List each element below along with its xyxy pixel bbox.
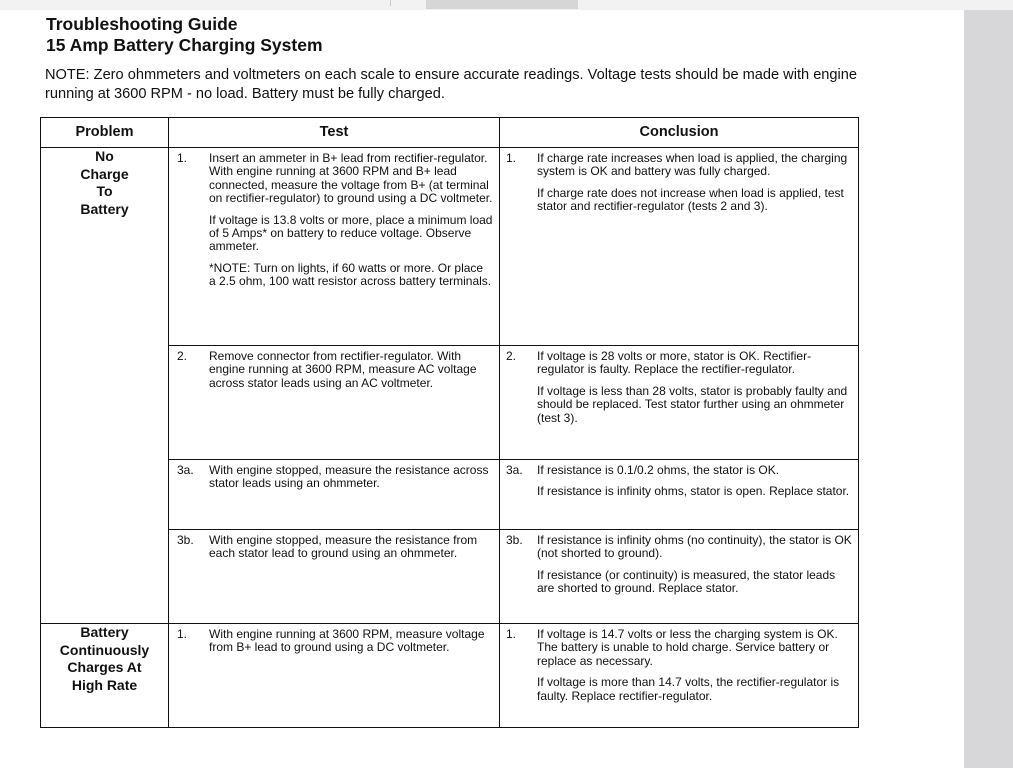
side-panel xyxy=(964,10,1013,768)
test-number: 3b. xyxy=(177,533,194,547)
conclusion-cell xyxy=(500,530,859,624)
problem-line: Continuously xyxy=(59,641,150,658)
table-row xyxy=(41,148,859,346)
problem-no-charge xyxy=(41,148,169,624)
note-text: NOTE: Zero ohmmeters and voltmeters on each scale to ensure accurate readings. Voltage tests should be made with engine running at 3600 RPM - no load. Battery must be fully charged. xyxy=(45,67,858,102)
conclusion-number: 3b. xyxy=(506,533,523,547)
document-title: Troubleshooting Guide xyxy=(46,14,238,34)
conclusion-text: If charge rate increases when load is applied, the charging system is OK and battery was fully charged. xyxy=(537,151,848,179)
toolbar-tab[interactable] xyxy=(426,0,578,9)
toolbar-divider xyxy=(390,0,391,6)
conclusion-cell xyxy=(500,624,859,728)
problem-line: Battery xyxy=(80,624,129,640)
test-cell xyxy=(169,530,500,624)
problem-line: Battery xyxy=(80,200,129,217)
test-number: 2. xyxy=(177,349,188,363)
problem-line: High Rate xyxy=(71,676,138,693)
test-number: 3a. xyxy=(177,463,194,477)
conclusion-cell xyxy=(500,346,859,460)
troubleshooting-table xyxy=(40,117,859,728)
test-cell xyxy=(169,148,500,346)
document-page xyxy=(0,10,964,768)
test-number: 1. xyxy=(177,151,188,165)
conclusion-number: 1. xyxy=(506,151,517,165)
table-header-row xyxy=(41,118,859,148)
problem-line: Charge xyxy=(80,165,129,182)
test-text: Remove connector from rectifier-regulator. With engine running at 3600 RPM, measure AC voltage across stator leads using an AC voltmeter. xyxy=(209,349,477,390)
conclusion-number: 1. xyxy=(506,627,517,641)
conclusion-text: If voltage is 14.7 volts or less the charging system is OK. The battery is unable to hold charge. Service battery or replace as necessary. xyxy=(537,627,838,668)
problem-high-rate xyxy=(41,624,169,728)
problem-line: To xyxy=(96,183,113,199)
header-test: Test xyxy=(169,118,500,148)
conclusion-text: If voltage is less than 28 volts, stator is probably faulty and should be replaced. Test stator further using an ohmmeter (test 3). xyxy=(537,383,848,425)
conclusion-text: If resistance is infinity ohms (no continuity), the stator is OK (not shorted to ground). xyxy=(537,533,852,561)
conclusion-cell xyxy=(500,460,859,530)
test-text: With engine running at 3600 RPM, measure voltage from B+ lead to ground using a DC voltmeter. xyxy=(209,627,485,655)
test-number: 1. xyxy=(177,627,188,641)
header-conclusion: Conclusion xyxy=(500,118,859,148)
conclusion-number: 3a. xyxy=(506,463,523,477)
problem-line: No xyxy=(95,148,114,164)
test-cell xyxy=(169,346,500,460)
conclusion-text: If voltage is 28 volts or more, stator is OK. Rectifier-regulator is faulty. Replace the rectifier-regulator. xyxy=(537,349,812,377)
conclusion-number: 2. xyxy=(506,349,517,363)
table-row xyxy=(41,624,859,728)
conclusion-text: If voltage is more than 14.7 volts, the rectifier-regulator is faulty. Replace rectifier-regulator. xyxy=(537,675,840,703)
test-text: *NOTE: Turn on lights, if 60 watts or more. Or place a 2.5 ohm, 100 watt resistor across battery terminals. xyxy=(209,260,492,289)
test-cell xyxy=(169,460,500,530)
conclusion-cell xyxy=(500,148,859,346)
test-text: With engine stopped, measure the resistance from each stator lead to ground using an ohmmeter. xyxy=(209,533,478,561)
test-text: Insert an ammeter in B+ lead from rectifier-regulator. With engine running at 3600 RPM and B+ lead connected, measure the voltage from B+ (at terminal on rectifier-regulator) to ground using a DC voltmeter. xyxy=(209,151,493,206)
conclusion-text: If resistance (or continuity) is measured, the stator leads are shorted to ground. Replace stator. xyxy=(537,567,836,596)
conclusion-text: If resistance is 0.1/0.2 ohms, the stator is OK. xyxy=(537,463,780,477)
conclusion-text: If resistance is infinity ohms, stator is open. Replace stator. xyxy=(537,484,850,499)
test-cell xyxy=(169,624,500,728)
header-problem: Problem xyxy=(41,118,169,148)
document-subtitle: 15 Amp Battery Charging System xyxy=(46,35,323,55)
test-text: With engine stopped, measure the resistance across stator leads using an ohmmeter. xyxy=(209,463,489,491)
test-text: If voltage is 13.8 volts or more, place a minimum load of 5 Amps* on battery to reduce voltage. Observe ammeter. xyxy=(209,212,493,254)
conclusion-text: If charge rate does not increase when load is applied, test stator and rectifier-regulator (tests 2 and 3). xyxy=(537,185,844,214)
problem-line: Charges At xyxy=(67,659,142,675)
